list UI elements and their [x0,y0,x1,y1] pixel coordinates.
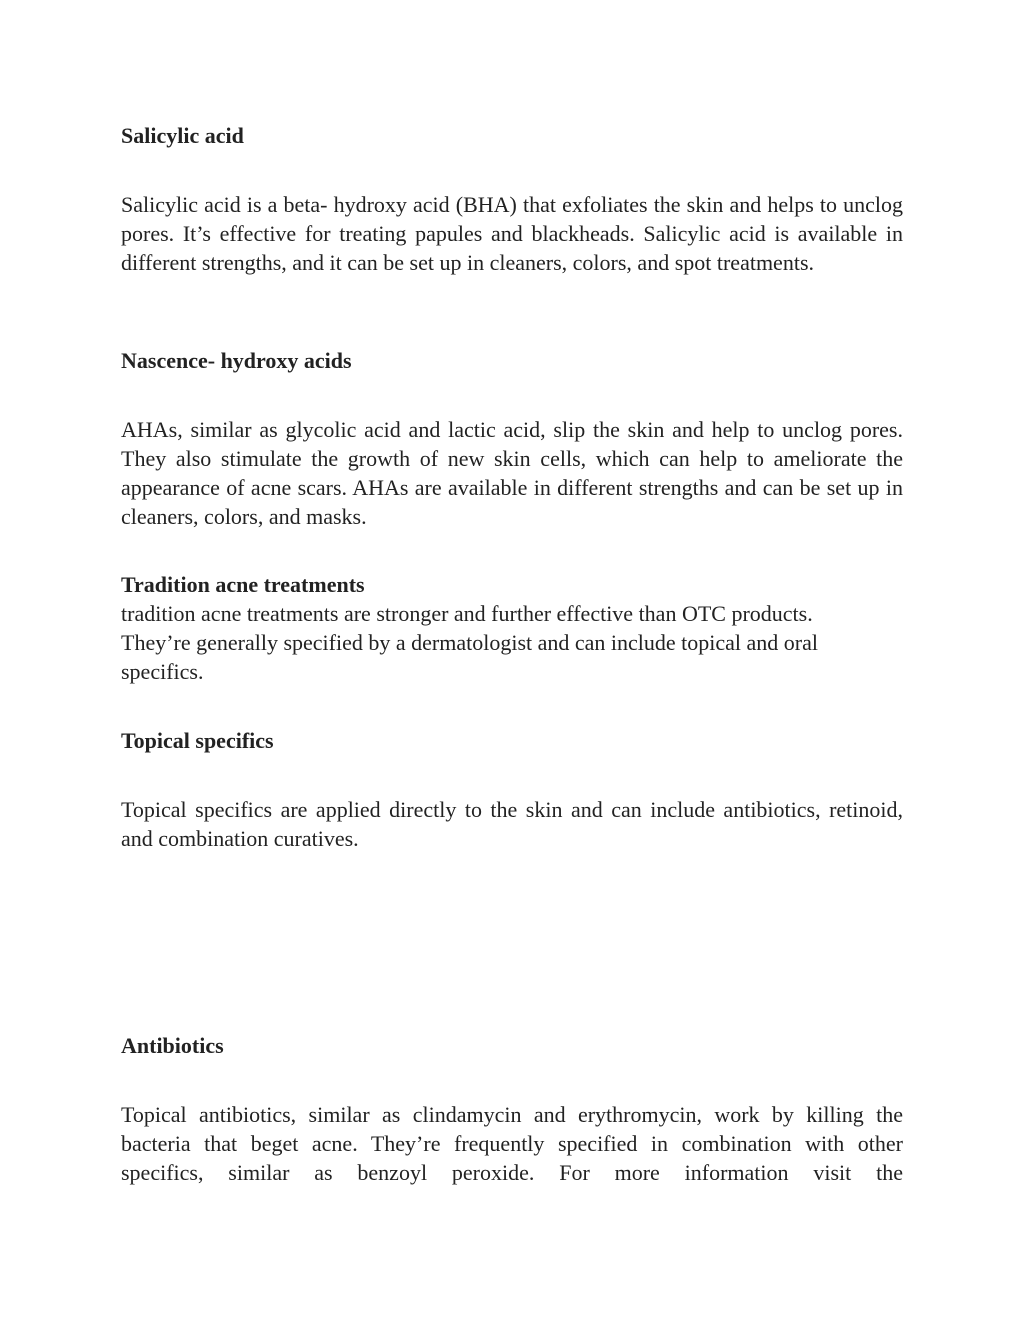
section-heading-topical-specifics: Topical specifics [121,728,274,753]
section-heading-salicylic-acid: Salicylic acid [121,123,244,148]
section-body-salicylic-acid: Salicylic acid is a beta- hydroxy acid (BHA) that exfoliates the skin and helps to unclog pores. It’s effective for treating papules and blackheads. Salicylic acid is available in different strengths, and it can be set up in cleaners, colors, and spot treatments. [121,192,903,275]
section-body-topical-specifics: Topical specifics are applied directly to the skin and can include antibiotics, retinoid, and combination curatives. [121,797,903,851]
section-heading-tradition-acne-treatments: Tradition acne treatments [121,572,365,597]
section-body-tradition-acne-treatments: tradition acne treatments are stronger and further effective than OTC products. They’re generally specified by a dermatologist and can include topical and oral specifics. [121,601,818,684]
section-body-antibiotics: Topical antibiotics, similar as clindamycin and erythromycin, work by killing the bacteria that beget acne. They’re frequently specified in combination with other specifics, similar as benzoyl peroxide. For more information visit the [121,1102,903,1185]
section-body-hydroxy-acids: AHAs, similar as glycolic acid and lactic acid, slip the skin and help to unclog pores. They also stimulate the growth of new skin cells, which can help to ameliorate the appearance of acne scars. AHAs are available in different strengths and can be set up in cleaners, colors, and masks. [121,417,903,529]
section-heading-antibiotics: Antibiotics [121,1033,224,1058]
section-heading-hydroxy-acids: Nascence- hydroxy acids [121,348,352,373]
